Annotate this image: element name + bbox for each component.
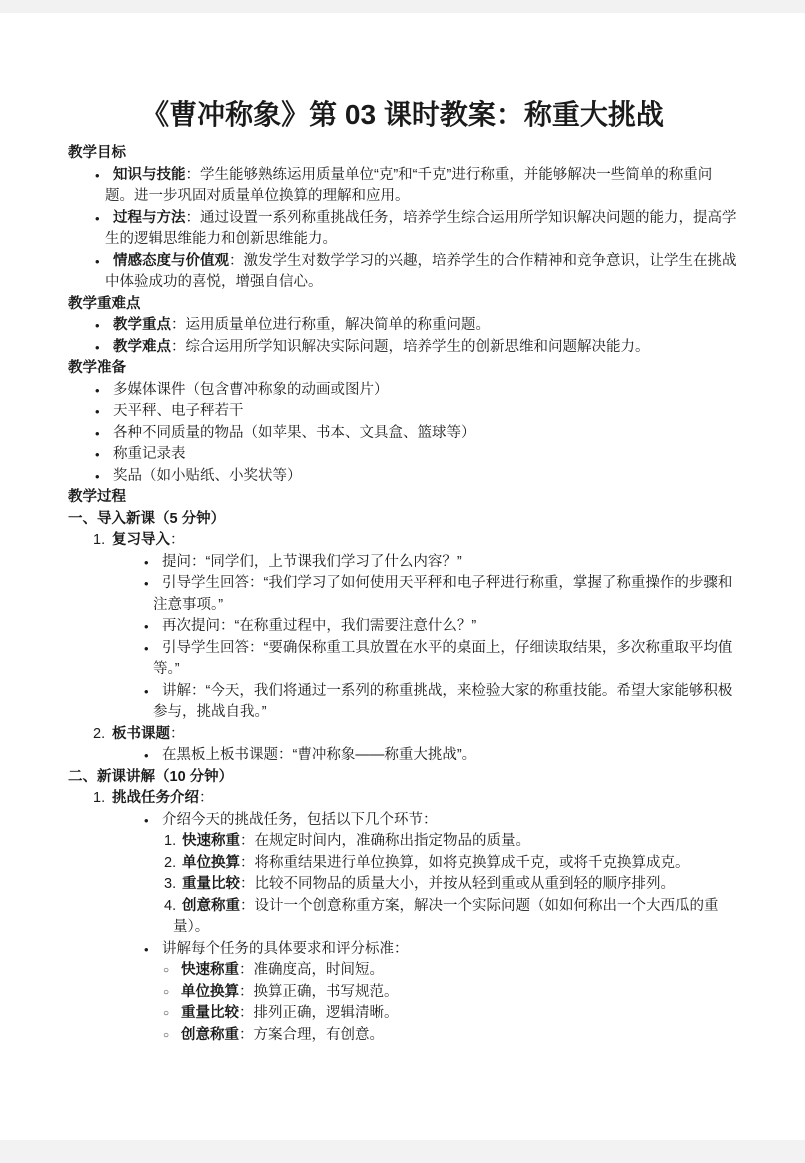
list-item	[68, 401, 737, 423]
section-heading: 一、导入新课（5 分钟）	[68, 510, 226, 527]
list-item	[68, 1025, 737, 1047]
number-marker: 1.	[164, 833, 177, 849]
list-item	[68, 831, 737, 853]
bullet-icon: •	[144, 748, 149, 763]
bullet-icon: •	[144, 812, 149, 828]
list-item	[68, 724, 737, 746]
list-item	[68, 681, 737, 724]
number-marker: 2.	[164, 854, 177, 871]
list-item	[68, 380, 737, 402]
list-item-text: ：激发学生对数学学习的兴趣，培养学生的合作精神和竞争意识，让学生在挑战中体验成功的喜悦，增强自信心。	[105, 252, 737, 290]
list-item-text: ：排列正确，逻辑清晰。	[239, 1005, 399, 1021]
list-item-label: 单位换算	[182, 854, 240, 871]
list-item	[68, 896, 737, 939]
list-item-text: ：运用质量单位进行称重，解决简单的称重问题。	[171, 317, 490, 333]
bullet-icon: •	[95, 210, 100, 226]
list-item	[68, 788, 737, 810]
list-item-text: 天平秤、电子秤若干	[113, 403, 244, 419]
list-item	[68, 874, 737, 896]
section-heading: 教学准备	[68, 360, 126, 376]
bullet-icon: •	[144, 683, 149, 699]
list-item-label: 创意称重	[181, 1026, 239, 1043]
number-marker: 1.	[93, 790, 106, 806]
list-item	[68, 530, 737, 552]
document-canvas	[0, 13, 805, 1163]
list-item	[68, 616, 737, 638]
list-item-label: 挑战任务介绍	[112, 790, 199, 806]
section-heading: 教学目标	[68, 145, 126, 161]
list-item	[68, 810, 737, 832]
list-item	[68, 638, 737, 681]
list-item-label: 知识与技能	[113, 166, 186, 183]
circle-icon: ○	[163, 1029, 170, 1041]
number-marker: 4.	[164, 897, 177, 914]
bullet-icon: •	[95, 447, 100, 462]
circle-icon: ○	[163, 1008, 170, 1019]
list-item	[68, 573, 737, 616]
document-body	[68, 143, 737, 1046]
list-item-text: 引导学生回答：“我们学习了如何使用天平秤和电子秤进行称重，掌握了称重操作的步骤和注意事项。”	[153, 575, 733, 613]
bullet-icon: •	[95, 339, 100, 355]
section-heading: 教学过程	[68, 489, 126, 505]
bullet-icon: •	[144, 554, 149, 570]
list-item-text: 各种不同质量的物品（如苹果、书本、文具盒、篮球等）	[113, 424, 476, 441]
list-item-label: 复习导入	[112, 532, 170, 548]
list-item-label: 板书课题	[112, 725, 170, 742]
list-item-text: ：综合运用所学知识解决实际问题，培养学生的创新思维和问题解决能力。	[171, 338, 650, 355]
list-item-label: 重量比较	[182, 876, 240, 892]
list-item	[68, 251, 737, 294]
list-item	[68, 960, 737, 982]
list-item-label: 重量比较	[181, 1005, 239, 1021]
list-item-text: 再次提问：“在称重过程中，我们需要注意什么？”	[162, 618, 477, 634]
list-item	[68, 745, 737, 767]
document-page	[0, 13, 805, 1140]
list-item-label: 单位换算	[181, 983, 239, 1000]
list-item	[68, 444, 737, 466]
bullet-icon: •	[95, 468, 100, 484]
list-item-text: ：在规定时间内，准确称出指定物品的质量。	[240, 833, 530, 849]
number-marker: 1.	[93, 532, 106, 548]
list-item-label: 创意称重	[182, 897, 240, 914]
list-item	[68, 337, 737, 359]
list-item-text: ：	[170, 532, 185, 548]
list-item-text: 引导学生回答：“要确保称重工具放置在水平的桌面上，仔细读取结果，多次称重取平均值等。”	[153, 639, 733, 677]
list-item-label: 过程与方法	[113, 209, 186, 226]
document-title: 《曹冲称象》第 03 课时教案：称重大挑战	[141, 99, 664, 130]
bullet-icon: •	[95, 253, 100, 269]
list-item	[68, 982, 737, 1004]
list-item	[68, 423, 737, 445]
list-item	[68, 1003, 737, 1025]
bullet-icon: •	[95, 382, 100, 398]
list-item-text: 提问：“同学们，上节课我们学习了什么内容？”	[162, 553, 462, 570]
number-marker: 2.	[93, 725, 106, 742]
list-item-label: 教学难点	[113, 338, 171, 355]
list-item-label: 教学重点	[113, 317, 171, 333]
list-item-text: ：学生能够熟练运用质量单位“克”和“千克”进行称重，并能够解决一些简单的称重问题。进一步巩固对质量单位换算的理解和应用。	[105, 166, 713, 204]
list-item	[68, 165, 737, 208]
list-item-text: 在黑板上板书课题：“曹冲称象——称重大挑战”。	[162, 747, 477, 763]
section-heading: 二、新课讲解（10 分钟）	[68, 768, 234, 785]
list-item-text: 介绍今天的挑战任务，包括以下几个环节：	[162, 811, 438, 828]
list-item-text: 讲解：“今天，我们将通过一系列的称重挑战，来检验大家的称重技能。希望大家能够积极参与，挑战自我。”	[153, 682, 733, 720]
bullet-icon: •	[144, 576, 149, 591]
list-item	[68, 552, 737, 574]
circle-icon: ○	[163, 965, 170, 976]
list-item-text: ：将称重结果进行单位换算，如将克换算成千克，或将千克换算成克。	[240, 854, 690, 871]
bullet-icon: •	[95, 425, 100, 441]
list-item-label: 快速称重	[181, 962, 239, 978]
section-heading: 教学重难点	[68, 295, 141, 312]
number-marker: 3.	[164, 876, 177, 892]
list-item-text: 讲解每个任务的具体要求和评分标准：	[162, 940, 409, 957]
list-item-label: 情感态度与价值观	[113, 252, 229, 269]
bullet-icon: •	[144, 619, 149, 634]
bullet-icon: •	[95, 167, 100, 183]
bullet-icon: •	[144, 941, 149, 957]
bullet-icon: •	[144, 640, 149, 656]
circle-icon: ○	[163, 986, 170, 998]
bullet-icon: •	[95, 318, 100, 333]
list-item	[68, 939, 737, 961]
list-item	[68, 466, 737, 488]
list-item-text: 奖品（如小贴纸、小奖状等）	[113, 467, 302, 484]
list-item-text: ：准确度高，时间短。	[239, 962, 384, 978]
list-item-text: 多媒体课件（包含曹冲称象的动画或图片）	[113, 381, 389, 398]
list-item-text: ：比较不同物品的质量大小，并按从轻到重或从重到轻的顺序排列。	[240, 876, 675, 892]
list-item-text: ：换算正确，书写规范。	[239, 983, 399, 1000]
list-item-text: ：设计一个创意称重方案，解决一个实际问题（如如何称出一个大西瓜的重量）。	[173, 897, 719, 935]
list-item-text: ：方案合理，有创意。	[239, 1026, 384, 1043]
list-item	[68, 315, 737, 337]
list-item-text: ：通过设置一系列称重挑战任务，培养学生综合运用所学知识解决问题的能力，提高学生的逻辑思维能力和创新思维能力。	[105, 209, 737, 247]
list-item-text: 称重记录表	[113, 446, 186, 462]
list-item-text: ：	[199, 790, 214, 806]
list-item-text: ：	[170, 725, 185, 742]
list-item-label: 快速称重	[182, 833, 240, 849]
list-item	[68, 208, 737, 251]
bullet-icon: •	[95, 404, 100, 419]
list-item	[68, 853, 737, 875]
